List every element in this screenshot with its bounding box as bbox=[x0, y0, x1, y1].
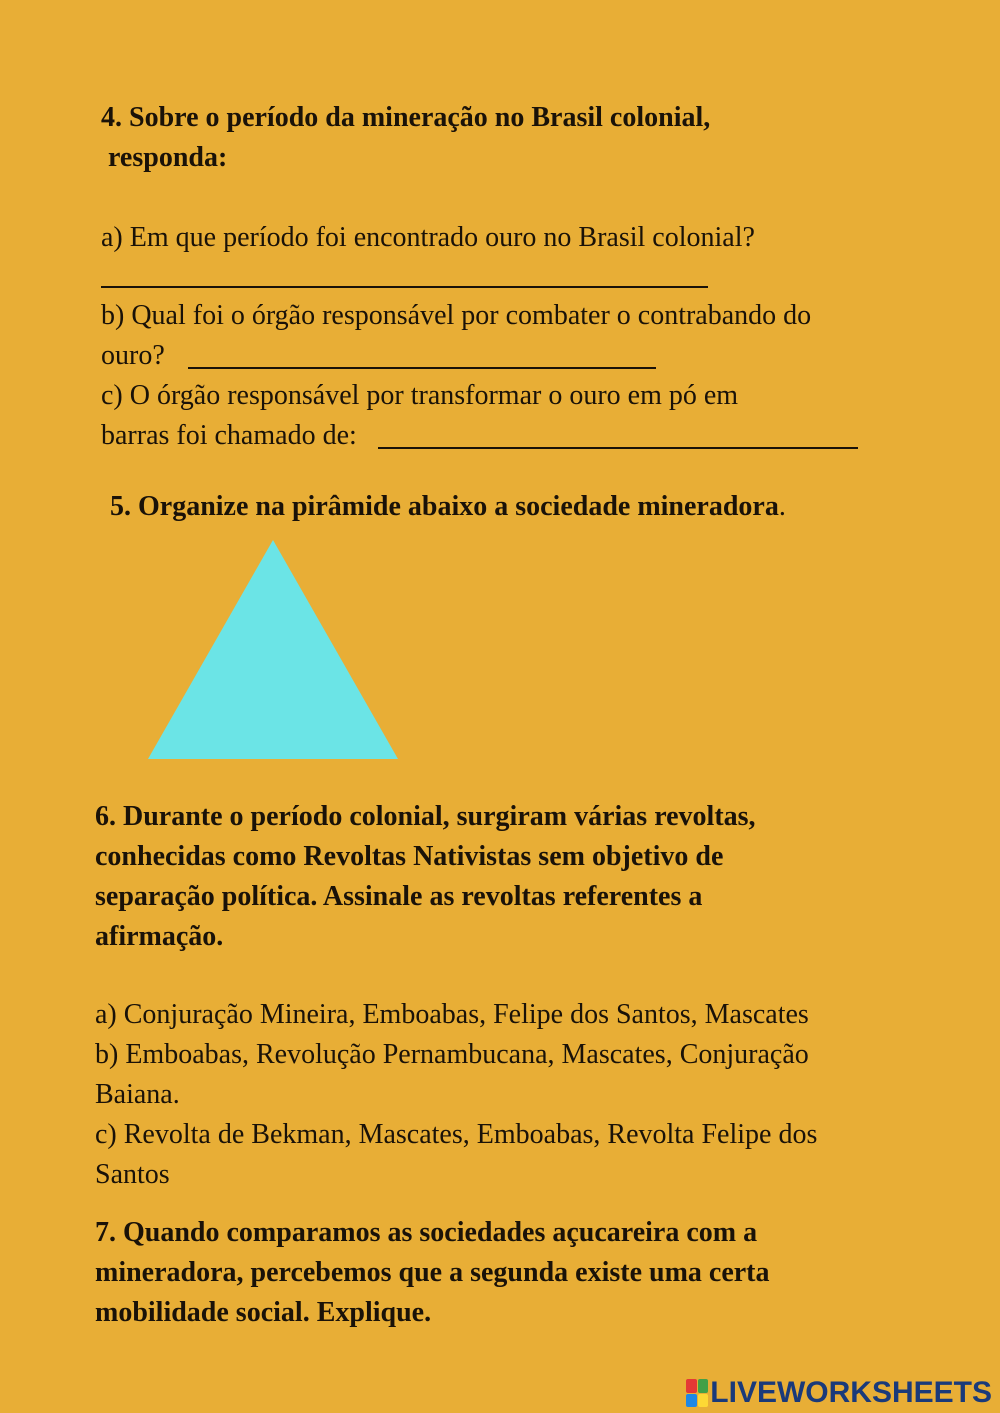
q4-a-answer-blank[interactable] bbox=[101, 286, 708, 288]
q6-title-line3: separação política. Assinale as revoltas referentes a bbox=[95, 881, 703, 912]
q4-c-answer-blank[interactable] bbox=[378, 447, 858, 449]
q6-title-line1: 6. Durante o período colonial, surgiram várias revoltas, bbox=[95, 801, 756, 832]
q4-c-text-line1: c) O órgão responsável por transformar o ouro em pó em bbox=[101, 380, 739, 411]
q4-title-line2: responda: bbox=[108, 142, 228, 173]
q4-a-text: a) Em que período foi encontrado ouro no Brasil colonial? bbox=[101, 222, 755, 253]
q7-text-line1: 7. Quando comparamos as sociedades açucareira com a bbox=[95, 1217, 758, 1248]
q6-option-c-line2[interactable]: Santos bbox=[95, 1159, 170, 1190]
q4-title-line1: 4. Sobre o período da mineração no Brasil colonial, bbox=[101, 102, 711, 133]
q4-c-text-line2: barras foi chamado de: bbox=[101, 420, 357, 451]
q4-b-text-line1: b) Qual foi o órgão responsável por combater o contrabando do bbox=[101, 300, 812, 331]
q4-b-text-line2: ouro? bbox=[101, 340, 165, 371]
pyramid-triangle bbox=[148, 540, 398, 759]
q5-title-text: 5. Organize na pirâmide abaixo a sociedade mineradora bbox=[110, 491, 779, 522]
q6-title-line2: conhecidas como Revoltas Nativistas sem objetivo de bbox=[95, 841, 724, 872]
q7-text-line2: mineradora, percebemos que a segunda existe uma certa bbox=[95, 1257, 770, 1288]
q7-text-line3: mobilidade social. Explique. bbox=[95, 1297, 432, 1328]
q6-option-b-line1[interactable]: b) Emboabas, Revolução Pernambucana, Mascates, Conjuração bbox=[95, 1039, 809, 1070]
q6-option-a[interactable]: a) Conjuração Mineira, Emboabas, Felipe dos Santos, Mascates bbox=[95, 999, 809, 1030]
q6-title-line4: afirmação. bbox=[95, 921, 224, 952]
q4-b-answer-blank[interactable] bbox=[188, 367, 656, 369]
liveworksheets-icon bbox=[686, 1379, 708, 1407]
q6-option-b-line2[interactable]: Baiana. bbox=[95, 1079, 180, 1110]
liveworksheets-logo bbox=[686, 1376, 992, 1410]
q6-option-c-line1[interactable]: c) Revolta de Bekman, Mascates, Emboabas, Revolta Felipe dos bbox=[95, 1119, 818, 1150]
q5-title-period: . bbox=[778, 491, 786, 522]
q5-title bbox=[110, 487, 786, 527]
liveworksheets-wordmark: LIVEWORKSHEETS bbox=[710, 1376, 992, 1409]
pyramid-diagram[interactable] bbox=[145, 540, 401, 762]
